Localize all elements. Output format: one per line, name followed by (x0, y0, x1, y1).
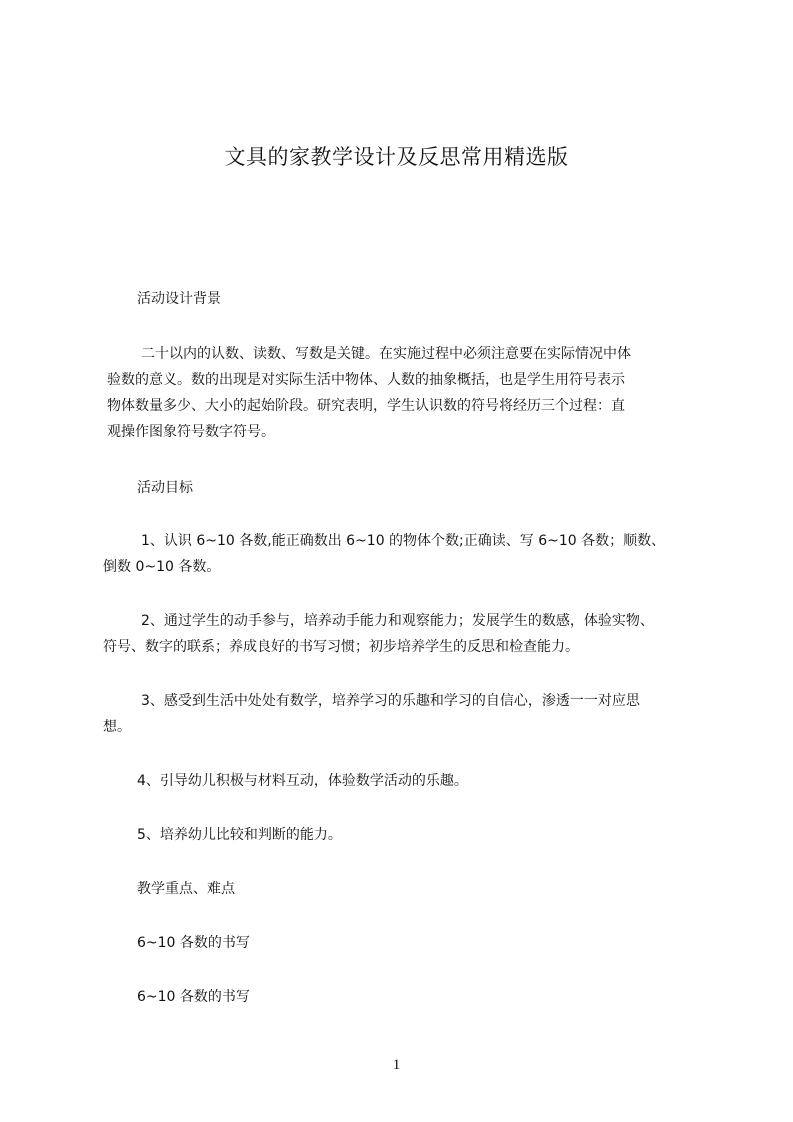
goal-1-line-1: 1、认识 6~10 各数,能正确数出 6~10 的物体个数;正确读、写 6~10 各数；顺数、 (141, 533, 666, 549)
goal-2-line-1: 2、通过学生的动手参与，培养动手能力和观察能力；发展学生的数感，体验实物、 (141, 613, 654, 629)
goal-3-line-1: 3、感受到生活中处处有数学，培养学习的乐趣和学习的自信心，渗透一一对应思 (141, 693, 640, 709)
background-heading: 活动设计背景 (137, 291, 221, 307)
background-line-3: 物体数量多少、大小的起始阶段。研究表明，学生认识数的符号将经历三个过程：直 (107, 398, 625, 414)
key-point: 6~10 各数的书写 (137, 935, 250, 951)
document-title: 文具的家教学设计及反思常用精选版 (224, 145, 569, 169)
goal-4: 4、引导幼儿积极与材料互动，体验数学活动的乐趣。 (137, 773, 468, 789)
key-points-heading: 教学重点、难点 (137, 881, 235, 897)
goal-3-line-2: 想。 (103, 719, 131, 735)
background-line-1: 二十以内的认数、读数、写数是关键。在实施过程中必须注意要在实际情况中体 (141, 346, 631, 362)
background-line-4: 观操作图象符号数字符号。 (107, 424, 275, 440)
background-line-2: 验数的意义。数的出现是对实际生活中物体、人数的抽象概括，也是学生用符号表示 (107, 372, 625, 388)
goal-1-line-2: 倒数 0~10 各数。 (103, 559, 221, 575)
goal-2-line-2: 符号、数字的联系；养成良好的书写习惯；初步培养学生的反思和检查能力。 (103, 639, 579, 655)
page-number: 1 (392, 1057, 401, 1073)
goals-heading: 活动目标 (137, 480, 193, 496)
difficult-point: 6~10 各数的书写 (137, 989, 250, 1005)
goal-5: 5、培养幼儿比较和判断的能力。 (137, 827, 342, 843)
